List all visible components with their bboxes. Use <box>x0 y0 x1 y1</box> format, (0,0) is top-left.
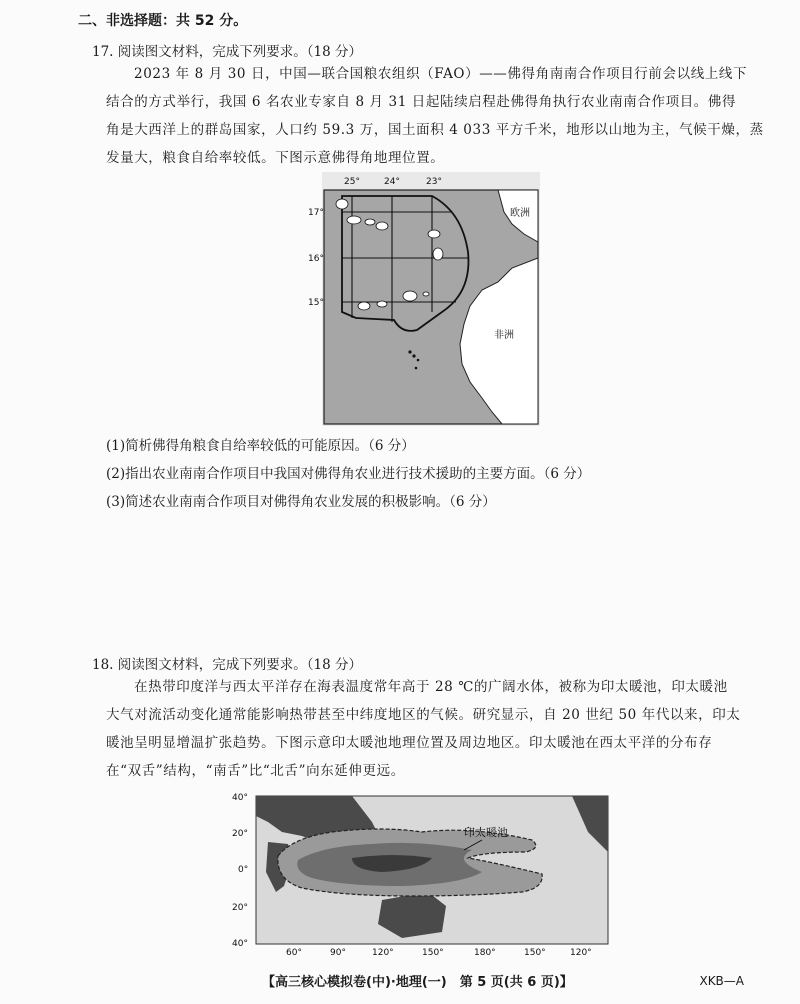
lat-label: 20° <box>232 829 248 839</box>
q17-subquestion-1: (1)简析佛得角粮食自给率较低的可能原因。（6 分） <box>106 438 415 454</box>
lon-label: 120° <box>570 948 592 958</box>
lon-label: 180° <box>474 948 496 958</box>
lat-label: 16° <box>308 254 324 264</box>
q17-subquestion-2: (2)指出农业南南合作项目中我国对佛得角农业进行技术援助的主要方面。（6 分） <box>106 466 591 482</box>
lon-label: 90° <box>330 948 346 958</box>
europe-label: 欧洲 <box>510 208 530 219</box>
lat-label: 0° <box>238 865 249 875</box>
q18-material <box>106 673 766 785</box>
q17-subquestion-3: (3)简述农业南南合作项目对佛得角农业发展的积极影响。（6 分） <box>106 494 496 510</box>
indo-pacific-warm-pool-map <box>232 792 612 958</box>
lat-label: 20° <box>232 903 248 913</box>
q18-line-2: 大气对流活动变化通常能影响热带甚至中纬度地区的气候。研究显示，自 20 世纪 50 年代以来，印太 <box>106 707 741 723</box>
africa-label: 非洲 <box>494 330 514 341</box>
q18-line-4: 在“双舌”结构，“南舌”比“北舌”向东延伸更远。 <box>106 763 405 779</box>
lon-label: 120° <box>372 948 394 958</box>
lon-label: 150° <box>422 948 444 958</box>
q18-line-3: 暖池呈明显增温扩张趋势。下图示意印太暖池地理位置及周边地区。印太暖池在西太平洋的分布存 <box>106 735 713 751</box>
q17-line-4: 发量大，粮食自给率较低。下图示意佛得角地理位置。 <box>106 150 445 166</box>
q18-line-1: 在热带印度洋与西太平洋存在海表温度常年高于 28 ℃的广阔水体，被称为印太暖池，印太暖池 <box>134 679 728 695</box>
lon-label: 23° <box>426 177 442 187</box>
lon-label: 24° <box>384 177 400 187</box>
q17-heading: 17. 阅读图文材料，完成下列要求。（18 分） <box>92 44 362 60</box>
lon-label: 150° <box>524 948 546 958</box>
lon-label: 25° <box>344 177 360 187</box>
q18-heading: 18. 阅读图文材料，完成下列要求。（18 分） <box>92 657 362 673</box>
lat-label: 17° <box>308 208 324 218</box>
q17-line-2: 结合的方式举行，我国 6 名农业专家自 8 月 31 日起陆续启程赴佛得角执行农业南南合作项目。佛得 <box>106 94 737 110</box>
warm-pool-label: 印太暖池 <box>464 826 508 839</box>
lat-label: 40° <box>232 939 248 949</box>
paper-code: XKB—A <box>699 974 744 988</box>
cape-verde-location-map <box>308 172 540 426</box>
q17-line-1: 2023 年 8 月 30 日，中国—联合国粮农组织（FAO）——佛得角南南合作项目行前会以线上线下 <box>134 66 748 82</box>
q17-material <box>106 60 766 172</box>
page-footer: 【高三核心模拟卷(中)·地理(一) 第 5 页(共 6 页)】 <box>262 975 573 990</box>
section-title: 二、非选择题：共 52 分。 <box>78 13 248 29</box>
lat-label: 40° <box>232 793 248 803</box>
lon-label: 60° <box>286 948 302 958</box>
q17-line-3: 角是大西洋上的群岛国家，人口约 59.3 万，国土面积 4 033 平方千米，地形以山地为主，气候干燥，蒸 <box>106 122 764 138</box>
lat-label: 15° <box>308 298 324 308</box>
